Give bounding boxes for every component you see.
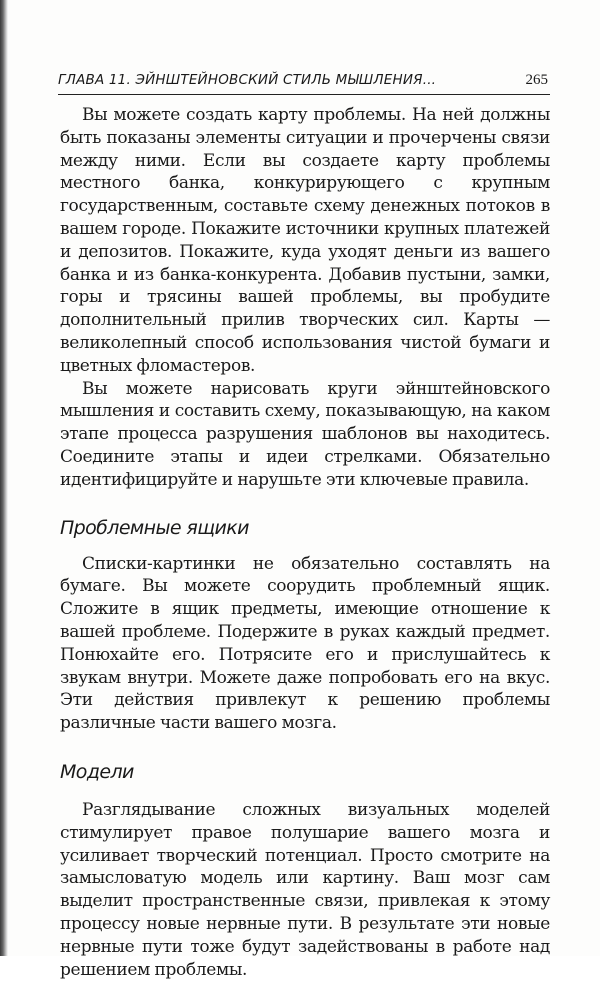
paragraph-problem-box: Списки-картинки не обязательно составлять на бумаге. Вы можете соорудить проблемный ящик. Сложите в ящик предметы, имеющие отношение к вашей проблеме. Подержите в руках каждый предмет. Понюхайте его. Потрясите его и прислушайтесь к звукам внутри. Можете даже попробовать его на вкус. Эти действия привлекут к решению проблемы различные части вашего мозга. bbox=[60, 553, 550, 734]
page-body bbox=[60, 104, 550, 981]
page-number: 265 bbox=[525, 72, 548, 88]
page-spine-edge bbox=[0, 0, 8, 956]
section-heading-problem-boxes: Проблемные ящики bbox=[60, 516, 249, 539]
running-head: ГЛАВА 11. ЭЙНШТЕЙНОВСКИЙ СТИЛЬ МЫШЛЕНИЯ... bbox=[58, 72, 437, 88]
paragraph-thinking-circles: Вы можете нарисовать круги эйнштейновского мышления и составить схему, показывающую, на каком этапе процесса разрушения шаблонов вы находитесь. Соедините этапы и идеи стрелками. Обязательно идентифицируйте и нарушьте эти ключевые правила. bbox=[60, 378, 550, 490]
paragraph-problem-map: Вы можете создать карту проблемы. На ней должны быть показаны элементы ситуации и прочерчены связи между ними. Если вы создаете карту проблемы местного банка, конкурирующего с крупным государственным, составьте схему денежных потоков в вашем городе. Покажите источники крупных платежей и депозитов. Покажите, куда уходят деньги из вашего банка и из банка-конкурента. Добавив пустыни, замки, горы и трясины вашей проблемы, вы пробудите дополнительный прилив творческих сил. Карты — великолепный способ использования чистой бумаги и цветных фломастеров. bbox=[60, 105, 550, 376]
section-heading-models: Модели bbox=[60, 760, 134, 783]
paragraph-models: Разглядывание сложных визуальных моделей стимулирует правое полушарие вашего мозга и усиливает творческий потенциал. Просто смотрите на замысловатую модель или картину. Ваш мозг сам выделит пространственные связи, привлекая к этому процессу новые нервные пути. В результате эти новые нервные пути тоже будут задействованы в работе над решением проблемы. bbox=[60, 799, 550, 980]
page-header bbox=[58, 72, 550, 95]
